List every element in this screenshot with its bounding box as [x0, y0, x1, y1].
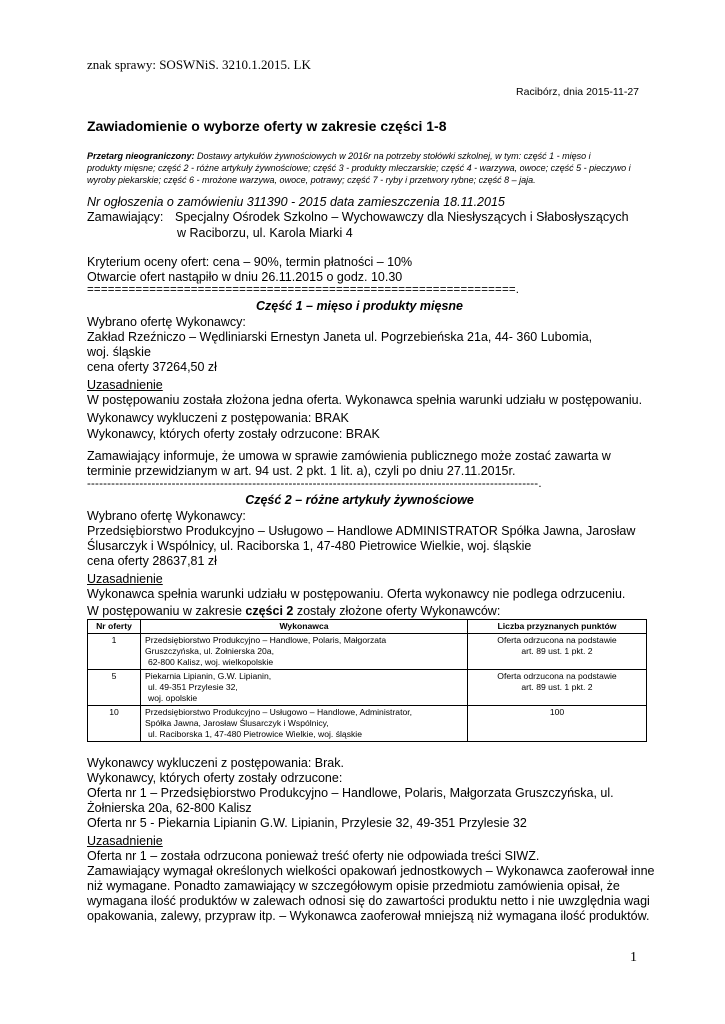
page-number: 1 [630, 950, 637, 965]
points-line: Oferta odrzucona na podstawie [497, 671, 617, 681]
intro-line-3: wyroby piekarskie; część 6 - mrożone warzywa, owoce, potrawy; część 7 - ryby i przetwory rybne; część 8 – jaja. [87, 175, 536, 185]
part1-excluded: Wykonawcy wykluczeni z postępowania: BRAK [87, 411, 349, 425]
notice-number: Nr ogłoszenia o zamówieniu 311390 - 2015 data zamieszczenia 18.11.2015 [87, 195, 505, 209]
document-title: Zawiadomienie o wyborze oferty w zakresie części 1-8 [87, 118, 447, 134]
part2-rejected: Wykonawcy, których oferty zostały odrzucone: [87, 771, 343, 785]
part1-title: Część 1 – mięso i produkty mięsne [255, 299, 464, 313]
separator-1: ==============================================================. [87, 284, 520, 296]
offer-number: 10 [88, 706, 141, 742]
offer-points [468, 670, 647, 706]
justification-line-2: Zamawiający wymagał określonych wielkości opakowań jednostkowych – Wykonawca zaoferował inne [87, 864, 655, 878]
table-row [88, 634, 647, 670]
part1-info-line-2: terminie przewidzianym w art. 94 ust. 2 pkt. 1 lit. a), czyli po dniu 27.11.2015r. [87, 464, 516, 478]
contractor-line: Gruszczyńska, ul. Żołnierska 20a, [145, 646, 274, 656]
part1-justification: W postępowaniu została złożona jedna oferta. Wykonawca spełnia warunki udziału w postępowaniu. [87, 393, 643, 407]
intro-text-1: Dostawy artykułów żywnościowych w 2016r na potrzeby stołówki szkolnej, w tym: część 1 - mięso i [194, 151, 591, 161]
contractor-line: 62-800 Kalisz, woj. wielkopolskie [148, 657, 274, 667]
place-date: Racibórz, dnia 2015-11-27 [516, 86, 639, 98]
criteria: Kryterium oceny ofert: cena – 90%, termin płatności – 10% [87, 255, 413, 269]
part2-title: Część 2 – różne artykuły żywnościowe [245, 493, 474, 507]
offer-contractor [141, 634, 468, 670]
contractor-line: Przedsiębiorstwo Produkcyjno – Usługowo – Handlowe, Administrator, [145, 707, 413, 717]
part2-contractor-line-2: Ślusarczyk i Wspólnicy, ul. Raciborska 1, 47-480 Pietrowice Wielkie, woj. śląskie [87, 539, 532, 553]
justification-line-4: wymagana ilość produktów w zalewach odnosi się do zawartości produktu netto i nie uwzględnia wagi [87, 894, 650, 908]
part1-price: cena oferty 37264,50 zł [87, 360, 217, 374]
offers-post: zostały złożone oferty Wykonawców: [293, 604, 501, 618]
header-contractor: Wykonawca [141, 620, 468, 634]
part1-info-line-1: Zamawiający informuje, że umowa w sprawie zamówienia publicznego może zostać zawarta w [87, 449, 611, 463]
part2-offers-intro [87, 604, 500, 619]
rejected-offer-5: Oferta nr 5 - Piekarnia Lipianin G.W. Lipianin, Przylesie 32, 49-351 Przylesie 32 [87, 816, 527, 830]
offers-table [87, 619, 647, 742]
points-line: Oferta odrzucona na podstawie [497, 635, 617, 645]
justification-line-1: Oferta nr 1 – została odrzucona ponieważ treść oferty nie odpowiada treści SIWZ. [87, 849, 540, 863]
part2-justification-label: Uzasadnienie [87, 572, 163, 586]
part2-contractor-line-1: Przedsiębiorstwo Produkcyjno – Usługowo – Handlowe ADMINISTRATOR Spółka Jawna, Jarosław [87, 524, 636, 538]
orderer-line-1: Specjalny Ośrodek Szkolno – Wychowawczy dla Niesłyszących i Słabosłyszących [175, 210, 629, 224]
rejected-offer-1-line-1: Oferta nr 1 – Przedsiębiorstwo Produkcyjno – Handlowe, Polaris, Małgorzata Gruszczyńska, ul. [87, 786, 614, 800]
header-points: Liczba przyznanych punktów [468, 620, 647, 634]
justification-line-5: opakowania, zalewy, przypraw itp. – Wykonawca zaoferował mniejszą niż wymagana ilość produktów. [87, 909, 650, 923]
justification-line-3: niż wymagane. Ponadto zamawiający w szczegółowym opisie przedmiotu zamówienia opisał, że [87, 879, 620, 893]
part2-justification2-label: Uzasadnienie [87, 834, 163, 848]
points-line: art. 89 ust. 1 pkt. 2 [521, 682, 593, 692]
table-row [88, 706, 647, 742]
offer-points [468, 706, 647, 742]
part2-chosen-label: Wybrano ofertę Wykonawcy: [87, 509, 246, 523]
contractor-line: ul. 49-351 Przylesie 32, [148, 682, 238, 692]
offer-contractor [141, 670, 468, 706]
table-row [88, 670, 647, 706]
contractor-line: Piekarnia Lipianin, G.W. Lipianin, [145, 671, 272, 681]
offer-number: 5 [88, 670, 141, 706]
intro-line-2: produkty mięsne; część 2 - różne artykuły żywnościowe; część 3 - produkty mleczarskie; część 4 - warzywa, owoce; część 5 - pieczywo i [87, 163, 631, 173]
offer-contractor [141, 706, 468, 742]
header-offer-number: Nr oferty [88, 620, 141, 634]
part1-rejected: Wykonawcy, których oferty zostały odrzucone: BRAK [87, 427, 380, 441]
offers-pre: W postępowaniu w zakresie [87, 604, 246, 618]
part2-justification: Wykonawca spełnia warunki udziału w postępowaniu. Oferta wykonawcy nie podlega odrzuceniu. [87, 587, 626, 601]
table-header-row [88, 620, 647, 634]
part1-contractor-line-2: woj. śląskie [87, 345, 151, 359]
case-number: znak sprawy: SOSWNiS. 3210.1.2015. LK [87, 57, 311, 72]
opening: Otwarcie ofert nastąpiło w dniu 26.11.2015 o godz. 10.30 [87, 270, 403, 284]
offer-points [468, 634, 647, 670]
rejected-offer-1-line-2: Żołnierska 20a, 62-800 Kalisz [87, 801, 252, 815]
contractor-line: woj. opolskie [148, 693, 198, 703]
orderer-line-2: w Raciborzu, ul. Karola Miarki 4 [177, 226, 353, 240]
separator-2: ----------------------------------------------------------------------------------------------------------------. [87, 478, 542, 490]
intro-line-1 [87, 150, 591, 162]
orderer-label: Zamawiający: [87, 210, 164, 224]
offer-number: 1 [88, 634, 141, 670]
intro-bold: Przetarg nieograniczony: [87, 151, 195, 161]
contractor-line: ul. Raciborska 1, 47-480 Pietrowice Wielkie, woj. śląskie [148, 729, 362, 739]
points-line: 100 [549, 707, 565, 717]
part1-justification-label: Uzasadnienie [87, 378, 163, 392]
points-line: art. 89 ust. 1 pkt. 2 [521, 646, 593, 656]
contractor-line: Przedsiębiorstwo Produkcyjno – Handlowe, Polaris, Małgorzata [145, 635, 387, 645]
offers-bold: części 2 [245, 604, 294, 618]
part1-contractor-line-1: Zakład Rzeźniczo – Wędliniarski Ernestyn Janeta ul. Pogrzebieńska 21a, 44- 360 Lubomia, [87, 330, 593, 344]
contractor-line: Spółka Jawna, Jarosław Ślusarczyk i Wspólnicy, [145, 718, 329, 728]
part1-chosen-label: Wybrano ofertę Wykonawcy: [87, 315, 246, 329]
part2-price: cena oferty 28637,81 zł [87, 554, 217, 568]
part2-excluded: Wykonawcy wykluczeni z postępowania: Brak. [87, 756, 344, 770]
